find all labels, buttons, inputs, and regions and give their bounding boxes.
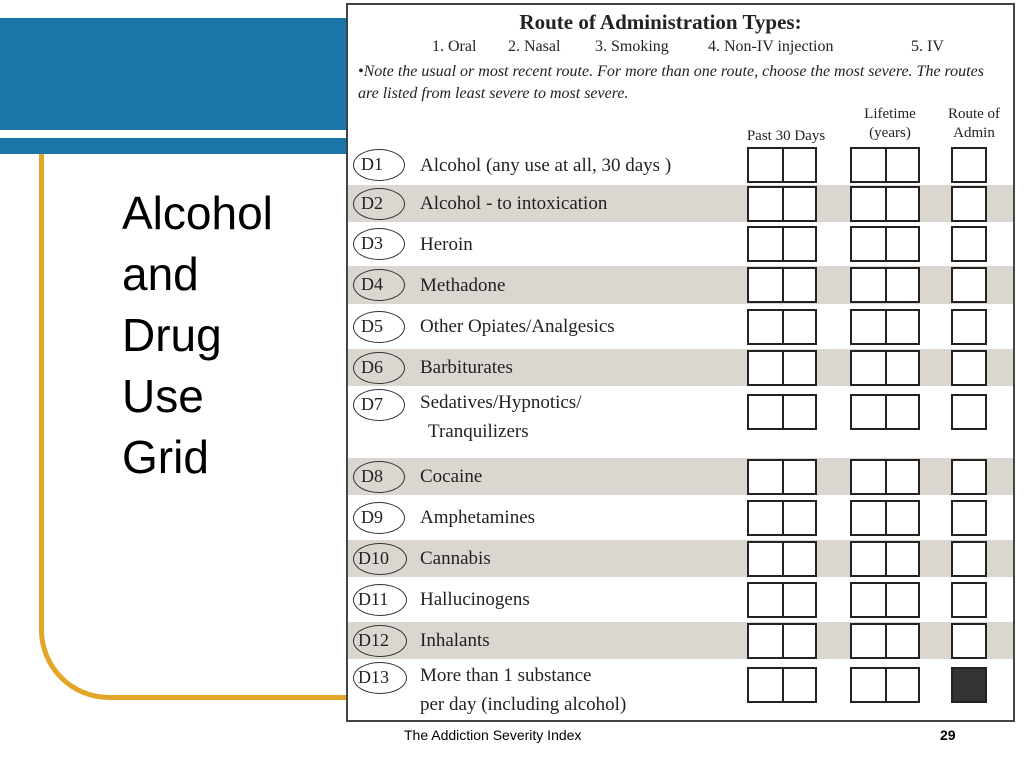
route-of-admin-input[interactable] (951, 147, 987, 183)
item-code: D7 (353, 389, 405, 421)
substance-label-line: Alcohol - to intoxication (420, 193, 608, 214)
substance-label (420, 388, 581, 446)
substance-label (420, 544, 491, 573)
substance-label-line: Cocaine (420, 466, 483, 487)
substance-label-line: Heroin (420, 234, 473, 255)
column-header-line: (years) (869, 125, 911, 141)
route-of-admin-input[interactable] (951, 186, 987, 222)
title-line: and (122, 248, 199, 300)
substance-label (420, 151, 671, 180)
lifetime-years-input[interactable] (850, 500, 920, 536)
route-of-admin-input[interactable] (951, 394, 987, 430)
route-of-admin-input[interactable] (951, 541, 987, 577)
grid-row (348, 540, 1013, 577)
past-30-days-input[interactable] (747, 350, 817, 386)
grid-row (348, 304, 1013, 349)
route-type: 2. Nasal (508, 38, 561, 55)
route-of-admin-input[interactable] (951, 500, 987, 536)
route-type: 5. IV (911, 38, 944, 55)
lifetime-years-input[interactable] (850, 459, 920, 495)
substance-label-line: per day (including alcohol) (420, 694, 627, 715)
substance-label (420, 230, 473, 259)
route-of-admin-input[interactable] (951, 582, 987, 618)
title-line: Use (122, 370, 204, 422)
page-number: 29 (940, 727, 956, 743)
item-code: D9 (353, 502, 405, 534)
route-of-admin-input[interactable] (951, 350, 987, 386)
grid-row (348, 222, 1013, 266)
grid-row (348, 145, 1013, 185)
substance-label (420, 189, 607, 218)
column-header-line: Lifetime (864, 106, 916, 122)
lifetime-years-input[interactable] (850, 623, 920, 659)
substance-label-line: Hallucinogens (420, 589, 530, 610)
item-code: D5 (353, 311, 405, 343)
substance-label-line: Amphetamines (420, 507, 536, 528)
item-code: D6 (353, 352, 405, 384)
past-30-days-input[interactable] (747, 500, 817, 536)
bullet-icon: • (358, 63, 364, 80)
lifetime-years-input[interactable] (850, 350, 920, 386)
grid-row (348, 386, 1013, 458)
substance-label-line: Sedatives/Hypnotics/ (420, 392, 582, 413)
route-type: 1. Oral (432, 38, 477, 55)
substance-label (420, 462, 482, 491)
item-code: D12 (353, 625, 407, 657)
substance-label-line: More than 1 substance (420, 665, 592, 686)
lifetime-years-input[interactable] (850, 226, 920, 262)
route-of-admin-input[interactable] (951, 226, 987, 262)
note-text: Note the usual or most recent route. For more than one route, choose the most severe. The routes are listed from least severe to most severe. (358, 63, 984, 102)
grid-row (348, 266, 1013, 304)
drug-use-grid-form (346, 3, 1015, 722)
substance-label (420, 353, 513, 382)
route-types-heading: Route of Administration Types: (519, 10, 802, 34)
substance-label-line: Inhalants (420, 630, 490, 651)
column-header-past-30-days: Past 30 Days (746, 128, 826, 144)
item-code: D10 (353, 543, 407, 575)
past-30-days-input[interactable] (747, 582, 817, 618)
item-code: D13 (353, 662, 407, 694)
route-of-admin-input[interactable] (951, 623, 987, 659)
lifetime-years-input[interactable] (850, 394, 920, 430)
substance-label (420, 271, 505, 300)
item-code: D11 (353, 584, 407, 616)
past-30-days-input[interactable] (747, 623, 817, 659)
item-code: D4 (353, 269, 405, 301)
substance-label-line: Tranquilizers (428, 421, 529, 442)
past-30-days-input[interactable] (747, 667, 817, 703)
past-30-days-input[interactable] (747, 309, 817, 345)
past-30-days-input[interactable] (747, 226, 817, 262)
lifetime-years-input[interactable] (850, 582, 920, 618)
route-of-admin-input[interactable] (951, 267, 987, 303)
route-of-admin-input[interactable] (951, 459, 987, 495)
past-30-days-input[interactable] (747, 459, 817, 495)
title-line: Drug (122, 309, 222, 361)
header-blue-strip (0, 138, 347, 154)
item-code: D8 (353, 461, 405, 493)
route-type: 4. Non-IV injection (708, 38, 834, 55)
grid-row (348, 349, 1013, 386)
lifetime-years-input[interactable] (850, 267, 920, 303)
lifetime-years-input[interactable] (850, 541, 920, 577)
past-30-days-input[interactable] (747, 186, 817, 222)
route-of-admin-input (951, 667, 987, 703)
lifetime-years-input[interactable] (850, 309, 920, 345)
past-30-days-input[interactable] (747, 394, 817, 430)
column-header-line: Route of (947, 106, 1001, 122)
grid-row (348, 458, 1013, 495)
column-header-route-of-admin (934, 105, 1014, 143)
item-code: D2 (353, 188, 405, 220)
grid-row (348, 659, 1013, 722)
substance-label (420, 312, 615, 341)
route-type: 3. Smoking (595, 38, 669, 55)
grid-row (348, 577, 1013, 622)
route-of-admin-input[interactable] (951, 309, 987, 345)
column-header-lifetime (845, 105, 935, 143)
lifetime-years-input[interactable] (850, 667, 920, 703)
title-line: Alcohol (122, 187, 273, 239)
footer-source: The Addiction Severity Index (404, 727, 582, 743)
substance-label-line: Barbiturates (420, 357, 513, 378)
grid-row (348, 495, 1013, 540)
lifetime-years-input[interactable] (850, 147, 920, 183)
substance-label (420, 503, 535, 532)
substance-label (420, 626, 490, 655)
grid-row (348, 185, 1013, 222)
past-30-days-input[interactable] (747, 147, 817, 183)
past-30-days-input[interactable] (747, 267, 817, 303)
substance-label-line: Alcohol (any use at all, 30 days ) (420, 155, 672, 176)
substance-label-line: Cannabis (420, 548, 491, 569)
column-header-line: Admin (953, 125, 995, 141)
slide-title (122, 183, 273, 488)
substance-label (420, 585, 530, 614)
item-code: D1 (353, 149, 405, 181)
substance-label-line: Methadone (420, 275, 506, 296)
substance-label-line: Other Opiates/Analgesics (420, 316, 615, 337)
substance-label (420, 661, 626, 719)
route-note (358, 61, 998, 105)
title-line: Grid (122, 431, 209, 483)
route-types-list (432, 38, 944, 56)
grid-row (348, 622, 1013, 659)
past-30-days-input[interactable] (747, 541, 817, 577)
header-blue-band (0, 18, 347, 130)
item-code: D3 (353, 228, 405, 260)
lifetime-years-input[interactable] (850, 186, 920, 222)
